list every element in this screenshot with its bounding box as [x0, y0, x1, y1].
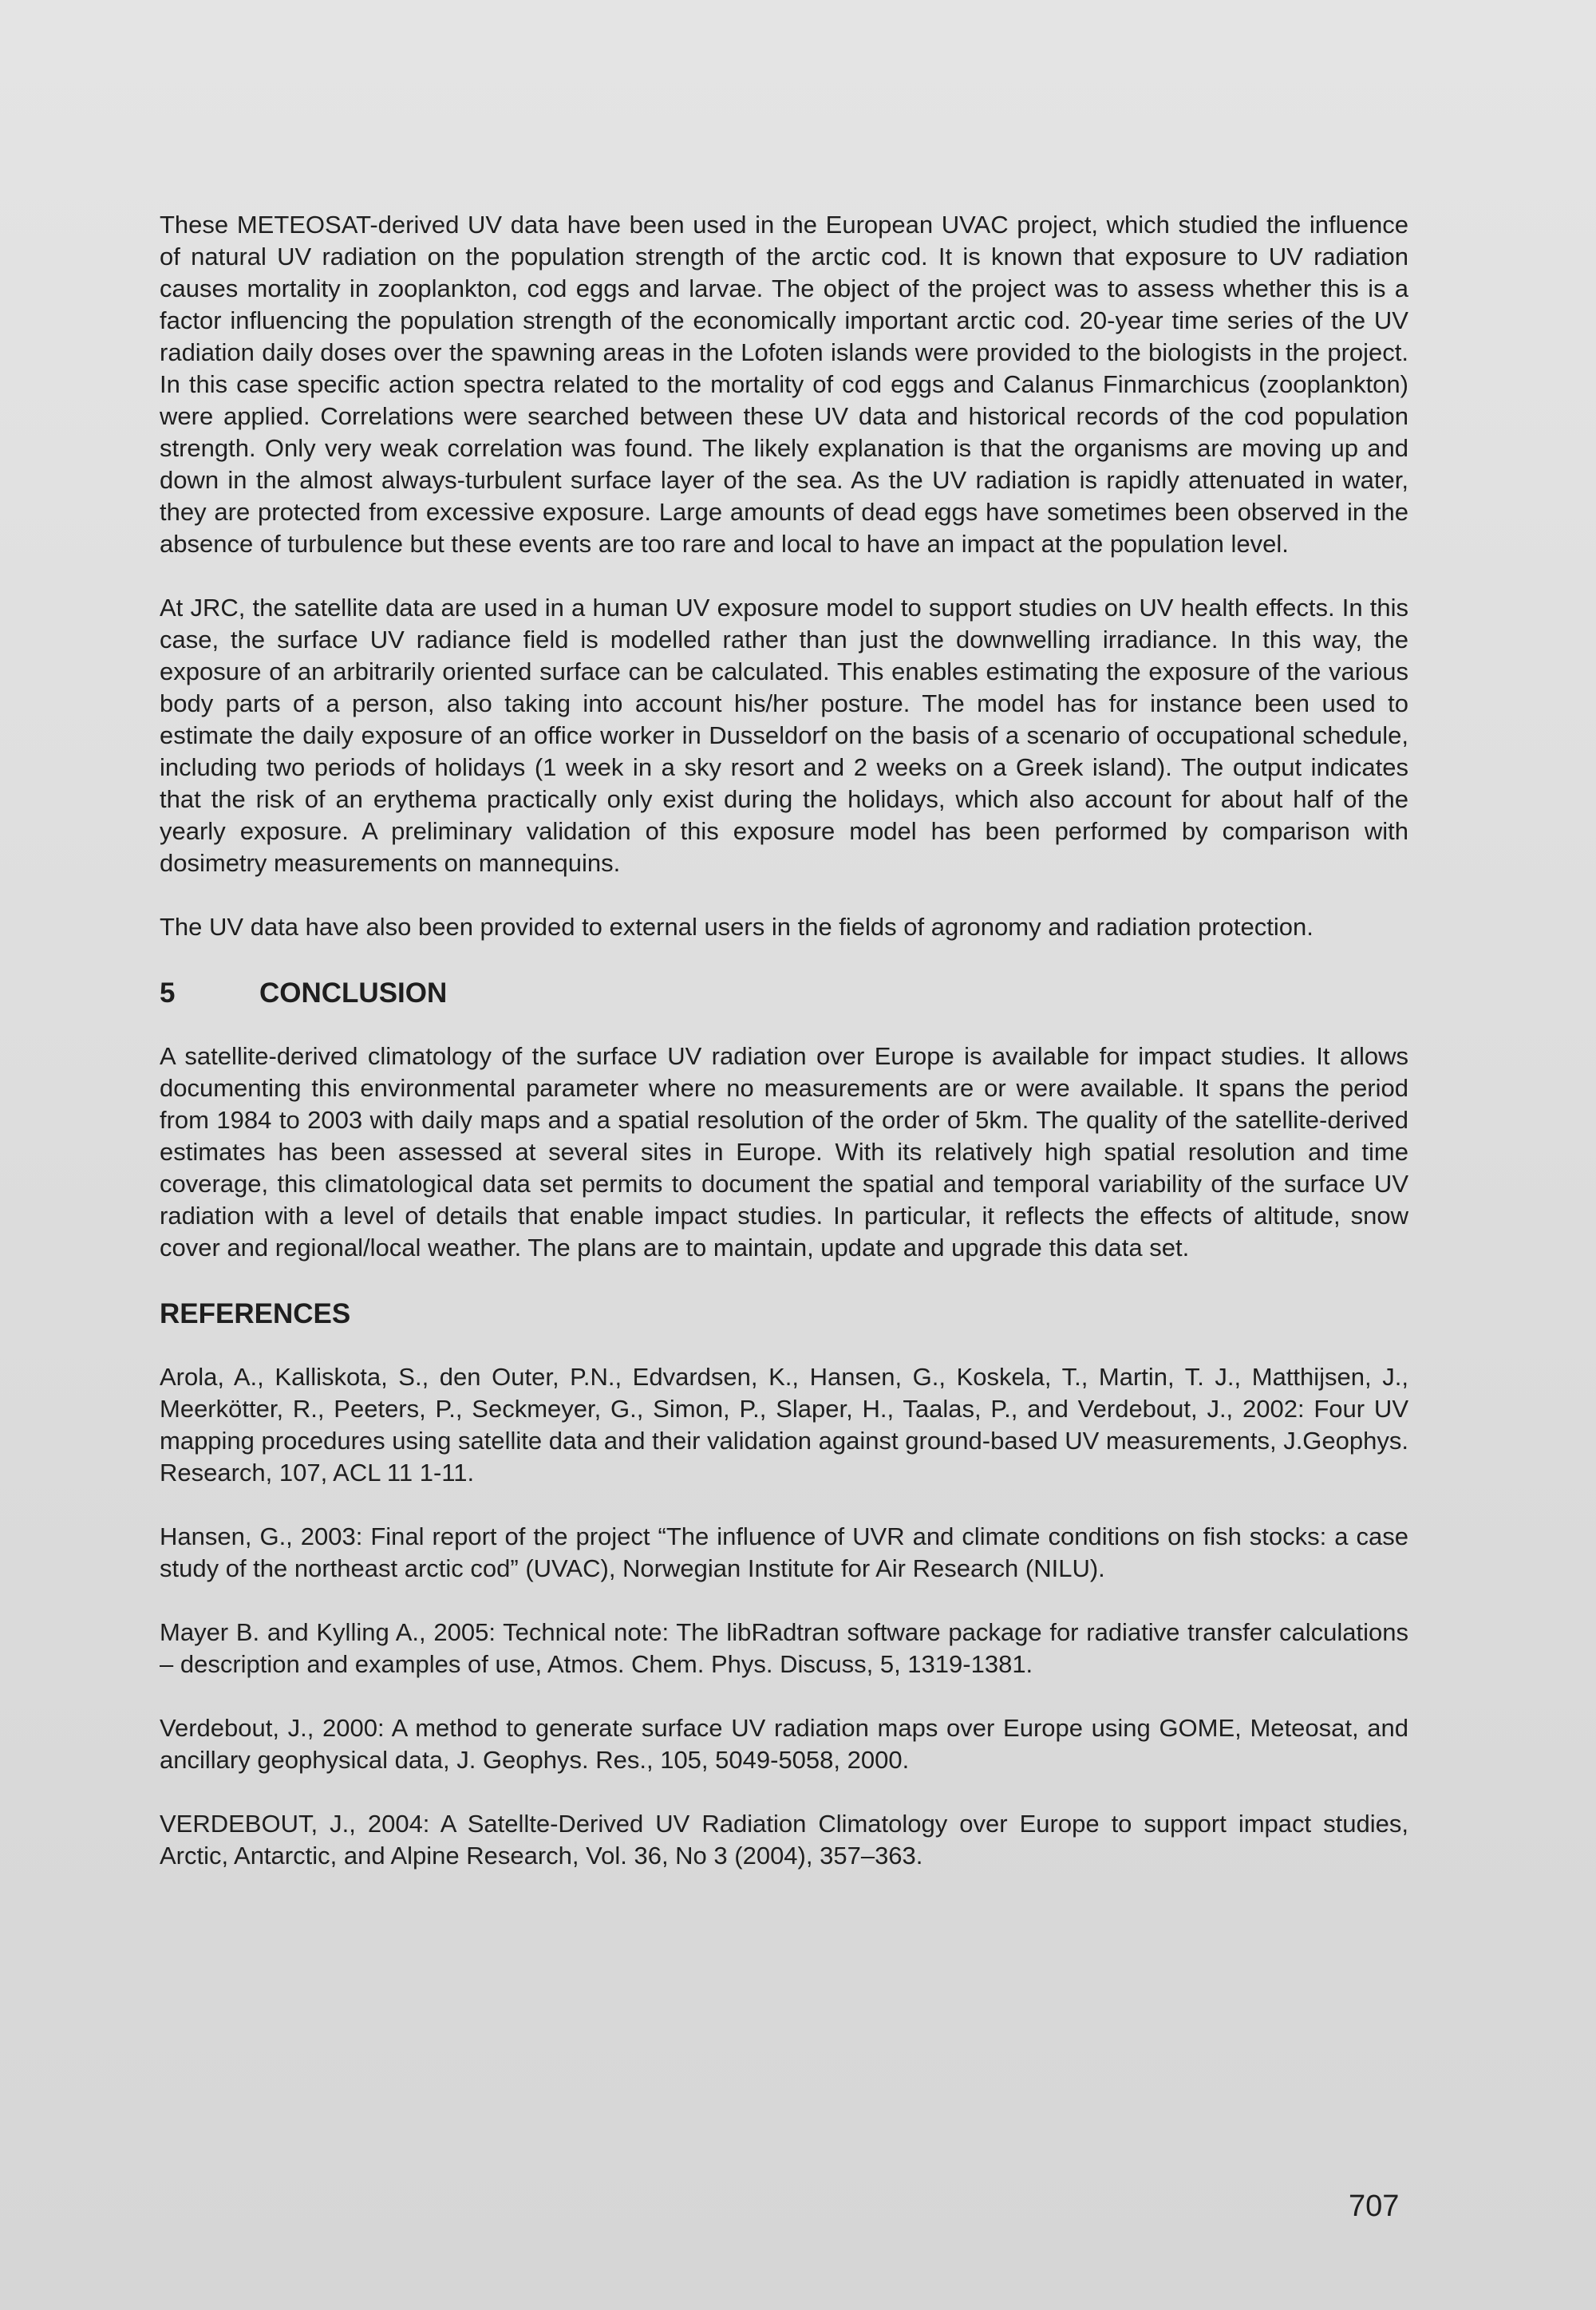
paragraph-uvac-project: These METEOSAT-derived UV data have been used in the European UVAC project, which studied the influence of natural UV radiation on the population strength of the arctic cod. It is known that exposure to UV radiation causes mortality in zooplankton, cod eggs and larvae. The object of the project was to assess whether this is a factor influencing the population strength of the economically important arctic cod. 20-year time series of the UV radiation daily doses over the spawning areas in the Lofoten islands were provided to the biologists in the project. In this case specific action spectra related to the mortality of cod eggs and Calanus Finmarchicus (zooplankton) were applied. Correlations were searched between these UV data and historical records of the cod population strength. Only very weak correlation was found. The likely explanation is that the organisms are moving up and down in the almost always-turbulent surface layer of the sea. As the UV radiation is rapidly attenuated in water, they are protected from excessive exposure. Large amounts of dead eggs have sometimes been observed in the absence of turbulence but these events are too rare and local to have an impact at the population level.: [160, 211, 1408, 558]
reference-item: VERDEBOUT, J., 2004: A Satellte-Derived UV Radiation Climatology over Europe to support impact studies, Arctic, Antarctic, and Alpine Research, Vol. 36, No 3 (2004), 357–363.: [160, 1810, 1408, 1870]
reference-item: Mayer B. and Kylling A., 2005: Technical note: The libRadtran software package for radiative transfer calculations – description and examples of use, Atmos. Chem. Phys. Discuss, 5, 1319-1381.: [160, 1618, 1408, 1678]
paragraph-jrc-exposure-model: At JRC, the satellite data are used in a human UV exposure model to support studies on UV health effects. In this case, the surface UV radiance field is modelled rather than just the downwelling irradiance. In this way, the exposure of an arbitrarily oriented surface can be calculated. This enables estimating the exposure of the various body parts of a person, also taking into account his/her posture. The model has for instance been used to estimate the daily exposure of an office worker in Dusseldorf on the basis of a scenario of occupational schedule, including two periods of holidays (1 week in a sky resort and 2 weeks on a Greek island). The output indicates that the risk of an erythema practically only exist during the holidays, which also account for about half of the yearly exposure. A preliminary validation of this exposure model has been performed by comparison with dosimetry measurements on mannequins.: [160, 594, 1408, 877]
references-title: REFERENCES: [160, 1298, 351, 1329]
reference-item: Hansen, G., 2003: Final report of the project “The influence of UVR and climate conditions on fish stocks: a case study of the northeast arctic cod” (UVAC), Norwegian Institute for Air Research (NILU).: [160, 1522, 1408, 1582]
conclusion-text: A satellite-derived climatology of the surface UV radiation over Europe is available for impact studies. It allows documenting this environmental parameter where no measurements are or were available. It spans the period from 1984 to 2003 with daily maps and a spatial resolution of the order of 5km. The quality of the satellite-derived estimates has been assessed at several sites in Europe. With its relatively high spatial resolution and time coverage, this climatological data set permits to document the spatial and temporal variability of the surface UV radiation with a level of details that enable impact studies. In particular, it reflects the effects of altitude, snow cover and regional/local weather. The plans are to maintain, update and upgrade this data set.: [160, 1042, 1408, 1262]
section-number: 5: [160, 977, 176, 1009]
references-heading: [160, 1297, 1408, 1331]
section-title: CONCLUSION: [259, 977, 448, 1009]
reference-item: Arola, A., Kalliskota, S., den Outer, P.N., Edvardsen, K., Hansen, G., Koskela, T., Martin, T. J., Matthijsen, J., Meerkötter, R., Peeters, P., Seckmeyer, G., Simon, P., Slaper, H., Taalas, P., and Verdebout, J., 2002: Four UV mapping procedures using satellite data and their validation against ground-based UV measurements, J.Geophys. Research, 107, ACL 11 1-11.: [160, 1363, 1408, 1487]
conclusion-heading: [160, 977, 1408, 1010]
reference-item: Verdebout, J., 2000: A method to generate surface UV radiation maps over Europe using GOME, Meteosat, and ancillary geophysical data, J. Geophys. Res., 105, 5049-5058, 2000.: [160, 1714, 1408, 1774]
paragraph-external-users: The UV data have also been provided to external users in the fields of agronomy and radiation protection.: [160, 913, 1314, 941]
page-body: [160, 209, 1408, 1872]
page-number: 707: [1349, 2190, 1400, 2223]
